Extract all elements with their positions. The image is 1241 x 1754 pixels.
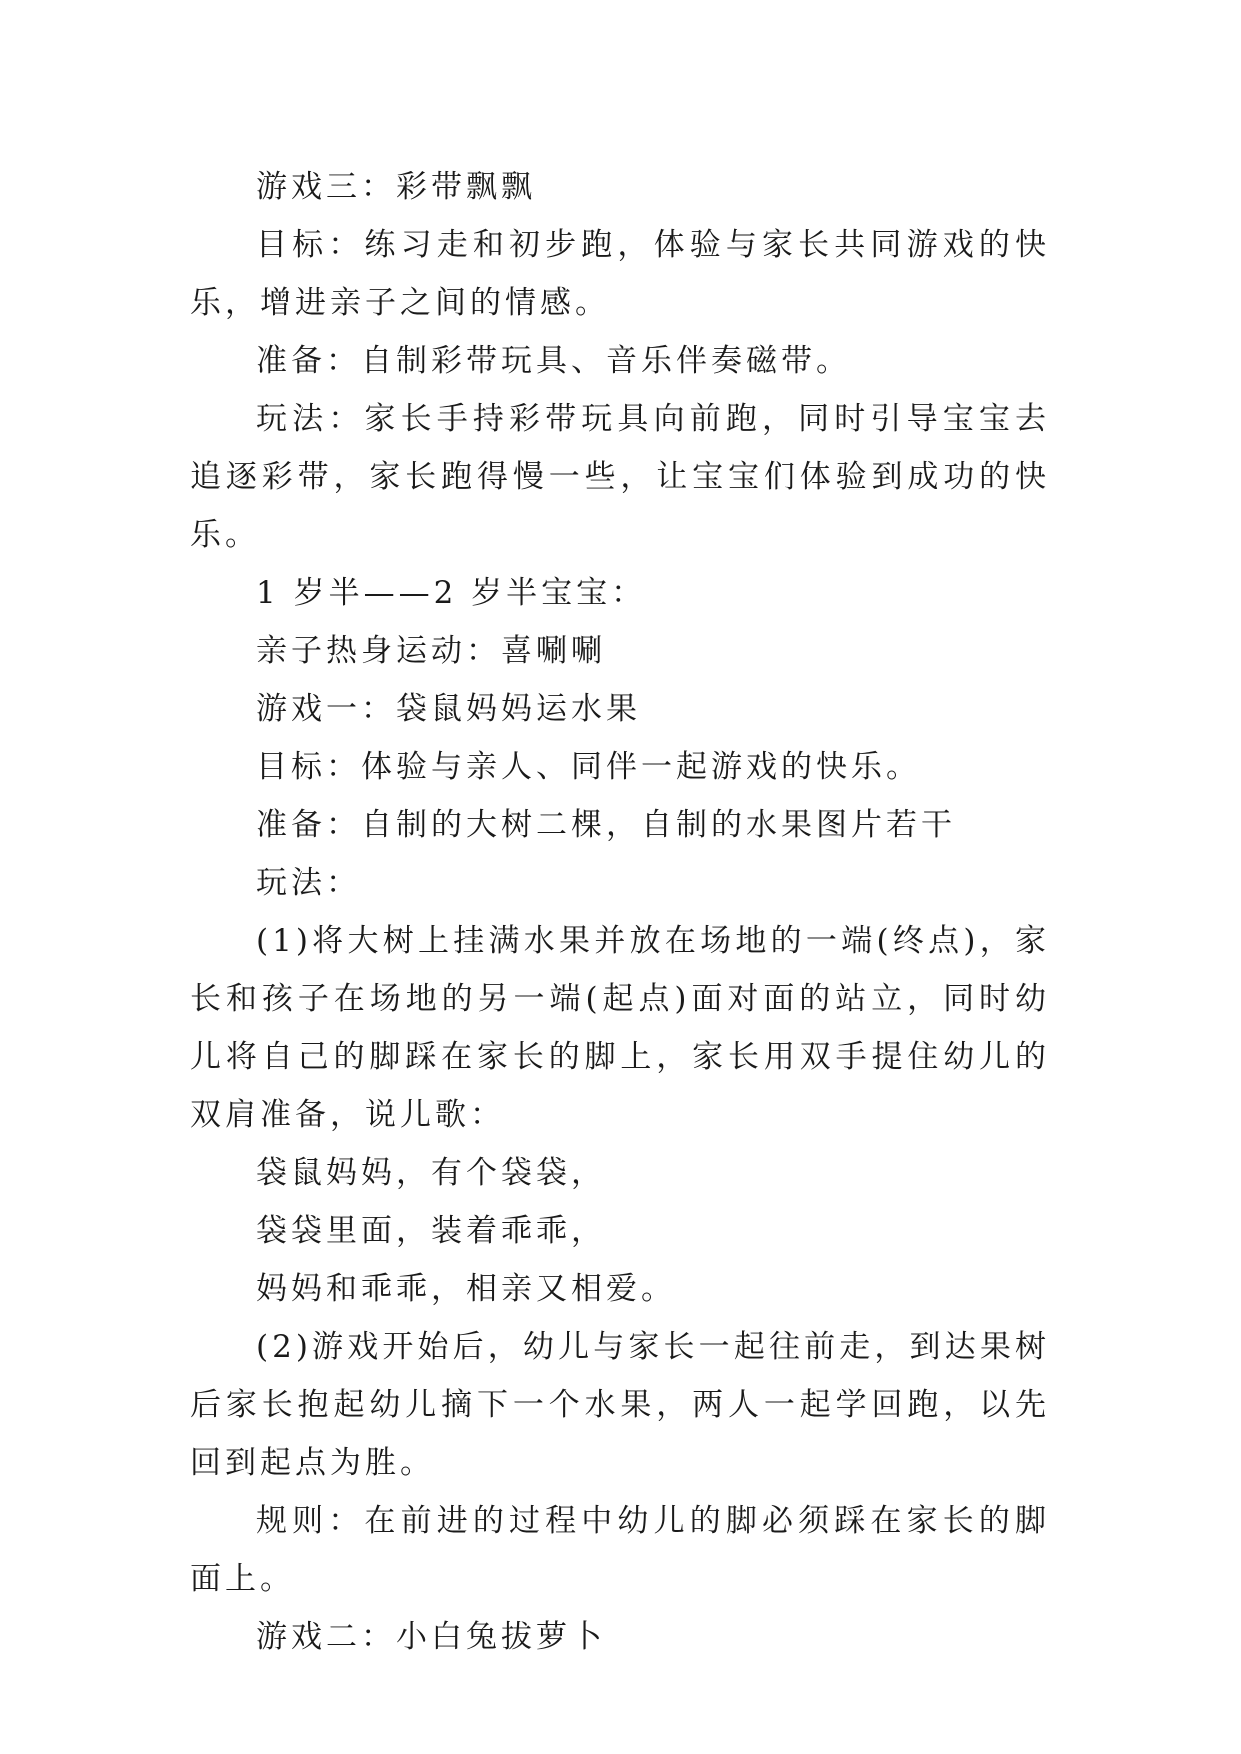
- paragraph-preparation: 准备：自制彩带玩具、音乐伴奏磁带。: [256, 343, 851, 379]
- rhyme-line-3: 妈妈和乖乖，相亲又相爱。: [256, 1271, 676, 1307]
- heading-age-group: 1 岁半——2 岁半宝宝：: [256, 575, 647, 611]
- heading-game-three: 游戏三：彩带飘飘: [256, 169, 536, 205]
- paragraph-step-one: (1)将大树上挂满水果并放在场地的一端(终点)，家长和孩子在场地的另一端(起点)面对面的站立，同时幼儿将自己的脚踩在家长的脚上，家长用双手提住幼儿的双肩准备，说儿歌：: [190, 923, 1050, 1133]
- paragraph-rules: 规则：在前进的过程中幼儿的脚必须踩在家长的脚面上。: [190, 1503, 1050, 1597]
- paragraph-goal: 目标：练习走和初步跑，体验与家长共同游戏的快乐，增进亲子之间的情感。: [190, 227, 1050, 321]
- heading-game-two: 游戏二：小白兔拔萝卜: [256, 1619, 606, 1655]
- paragraph-step-two: (2)游戏开始后，幼儿与家长一起往前走，到达果树后家长抱起幼儿摘下一个水果，两人一起学回跑，以先回到起点为胜。: [190, 1329, 1050, 1481]
- paragraph-warmup: 亲子热身运动：喜唰唰: [256, 633, 606, 669]
- paragraph-preparation-2: 准备：自制的大树二棵，自制的水果图片若干: [256, 807, 956, 843]
- rhyme-line-2: 袋袋里面，装着乖乖，: [256, 1213, 606, 1249]
- heading-game-one: 游戏一：袋鼠妈妈运水果: [256, 691, 641, 727]
- paragraph-gameplay: 玩法：家长手持彩带玩具向前跑，同时引导宝宝去追逐彩带，家长跑得慢一些，让宝宝们体验到成功的快乐。: [190, 401, 1050, 553]
- paragraph-gameplay-label: 玩法：: [256, 865, 361, 901]
- rhyme-line-1: 袋鼠妈妈，有个袋袋，: [256, 1155, 606, 1191]
- paragraph-goal-2: 目标：体验与亲人、同伴一起游戏的快乐。: [256, 749, 921, 785]
- document-body: [190, 158, 1050, 1666]
